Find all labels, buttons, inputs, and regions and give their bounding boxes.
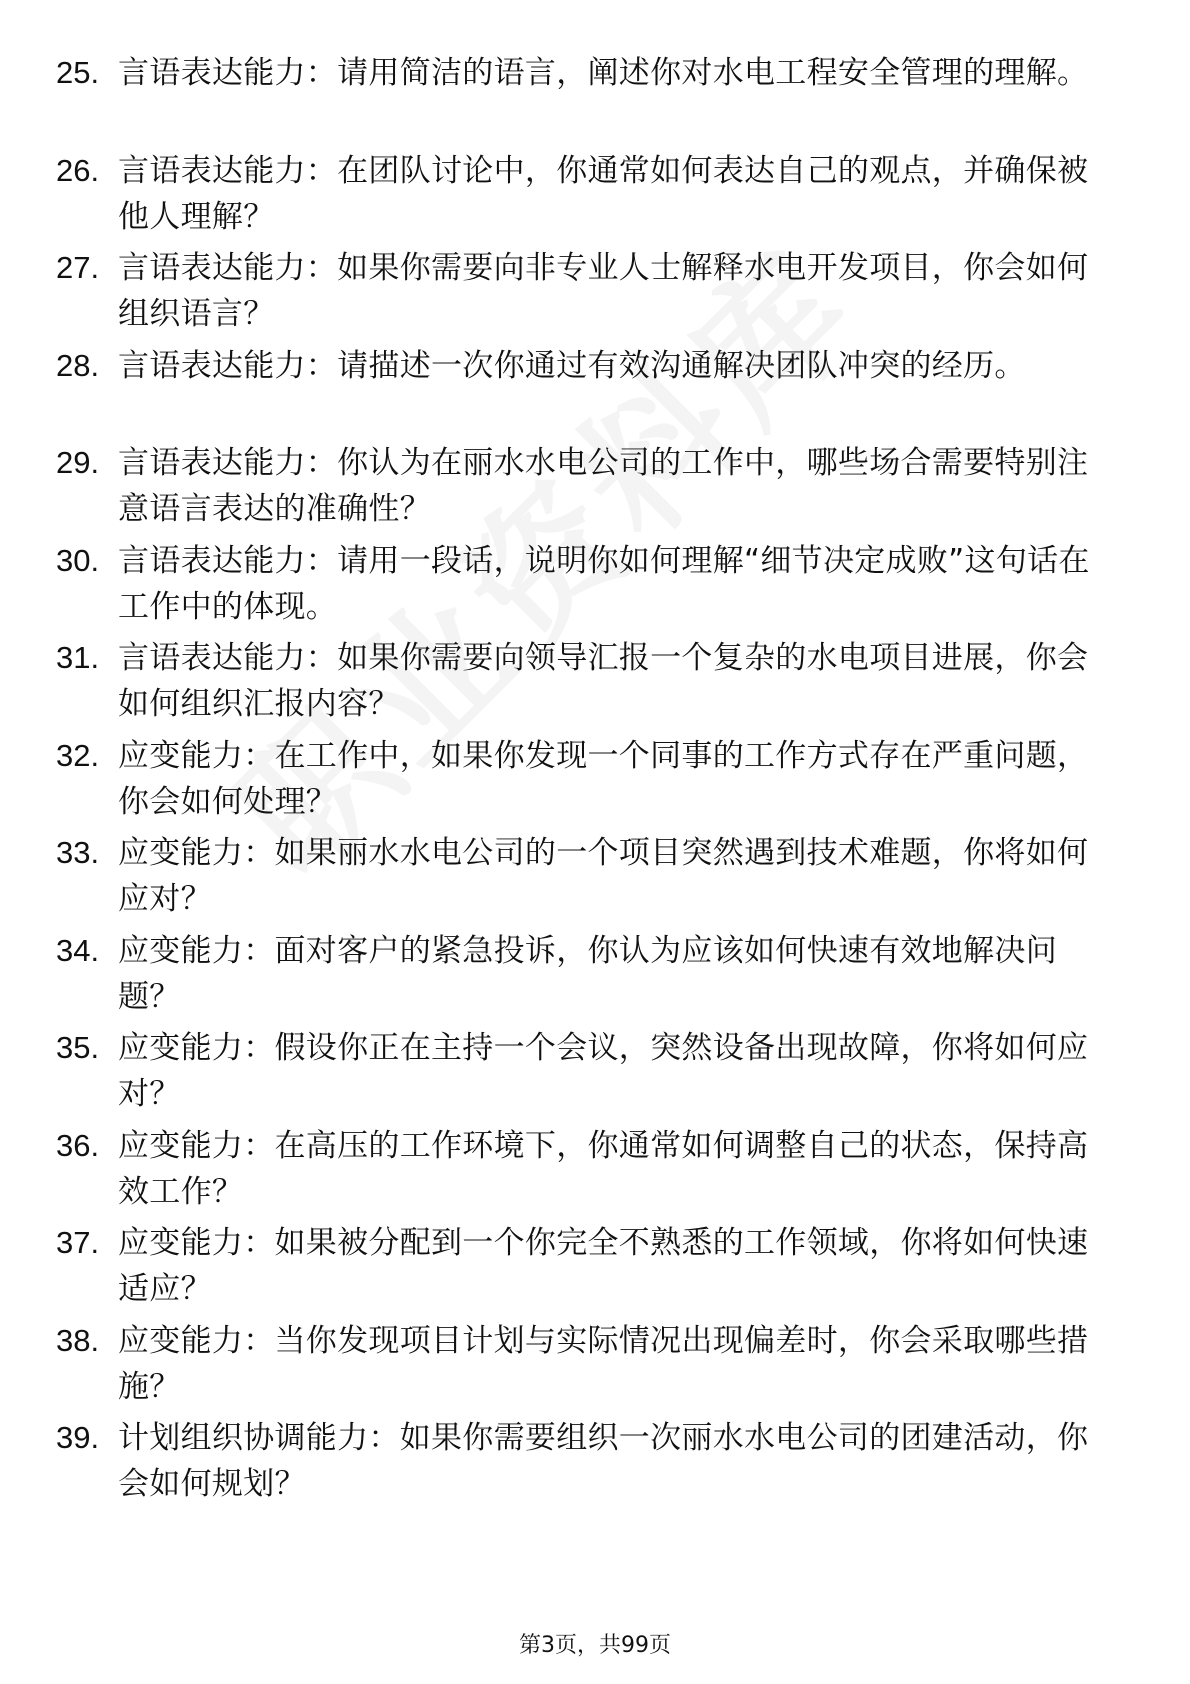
question-number: 39. [56, 1420, 100, 1455]
question-number: 38. [56, 1322, 100, 1358]
question-number: 36. [56, 1127, 100, 1163]
question-text: 言语表达能力：在团队讨论中，你通常如何表达自己的观点，并确保被他人理解？ [118, 152, 1089, 235]
question-text: 应变能力：面对客户的紧急投诉，你认为应该如何快速有效地解决问题？ [118, 932, 1057, 1015]
question-item [56, 1415, 1116, 1513]
question-text: 应变能力：如果丽水水电公司的一个项目突然遇到技术难题，你将如何应对？ [118, 835, 1089, 917]
question-number: 34. [56, 932, 100, 968]
question-text: 言语表达能力：请描述一次你通过有效沟通解决团队冲突的经历。 [118, 347, 1026, 384]
question-text: 言语表达能力：请用简洁的语言，阐述你对水电工程安全管理的理解。 [118, 55, 1089, 91]
question-text: 言语表达能力：你认为在丽水水电公司的工作中，哪些场合需要特别注意语言表达的准确性？ [118, 445, 1089, 527]
question-item [56, 733, 1116, 831]
question-item [56, 343, 1116, 441]
question-number: 37. [56, 1225, 100, 1260]
question-number: 31. [56, 640, 100, 675]
question-item [56, 1025, 1116, 1123]
question-text: 言语表达能力：请用一段话，说明你如何理解“细节决定成败”这句话在工作中的体现。 [118, 542, 1090, 625]
question-item [56, 1123, 1116, 1221]
question-text: 应变能力：在工作中，如果你发现一个同事的工作方式存在严重问题，你会如何处理？ [118, 737, 1089, 820]
question-text: 言语表达能力：如果你需要向非专业人士解释水电开发项目，你会如何组织语言？ [118, 250, 1089, 332]
question-item [56, 830, 1116, 928]
question-item [56, 440, 1116, 538]
question-number: 35. [56, 1030, 100, 1065]
question-item [56, 1220, 1116, 1318]
question-number: 29. [56, 445, 100, 480]
question-item [56, 50, 1116, 148]
question-item [56, 538, 1116, 636]
question-text: 应变能力：如果被分配到一个你完全不熟悉的工作领域，你将如何快速适应？ [118, 1225, 1089, 1307]
question-number: 25. [56, 55, 100, 90]
question-number: 27. [56, 250, 100, 285]
question-list [56, 50, 1116, 1513]
question-number: 32. [56, 737, 100, 773]
page-footer: 第3页，共99页 [519, 1633, 671, 1658]
question-item [56, 635, 1116, 733]
question-item [56, 928, 1116, 1026]
question-item [56, 1318, 1116, 1416]
question-number: 30. [56, 542, 100, 578]
question-text: 应变能力：当你发现项目计划与实际情况出现偏差时，你会采取哪些措施？ [118, 1322, 1089, 1405]
question-item [56, 148, 1116, 246]
question-text: 计划组织协调能力：如果你需要组织一次丽水水电公司的团建活动，你会如何规划？ [118, 1420, 1089, 1502]
question-text: 言语表达能力：如果你需要向领导汇报一个复杂的水电项目进展，你会如何组织汇报内容？ [118, 640, 1089, 722]
question-text: 应变能力：在高压的工作环境下，你通常如何调整自己的状态，保持高效工作？ [118, 1127, 1089, 1210]
question-number: 26. [56, 152, 100, 188]
question-text: 应变能力：假设你正在主持一个会议，突然设备出现故障，你将如何应对？ [118, 1030, 1089, 1112]
question-number: 28. [56, 347, 100, 383]
question-number: 33. [56, 835, 100, 870]
question-item [56, 245, 1116, 343]
